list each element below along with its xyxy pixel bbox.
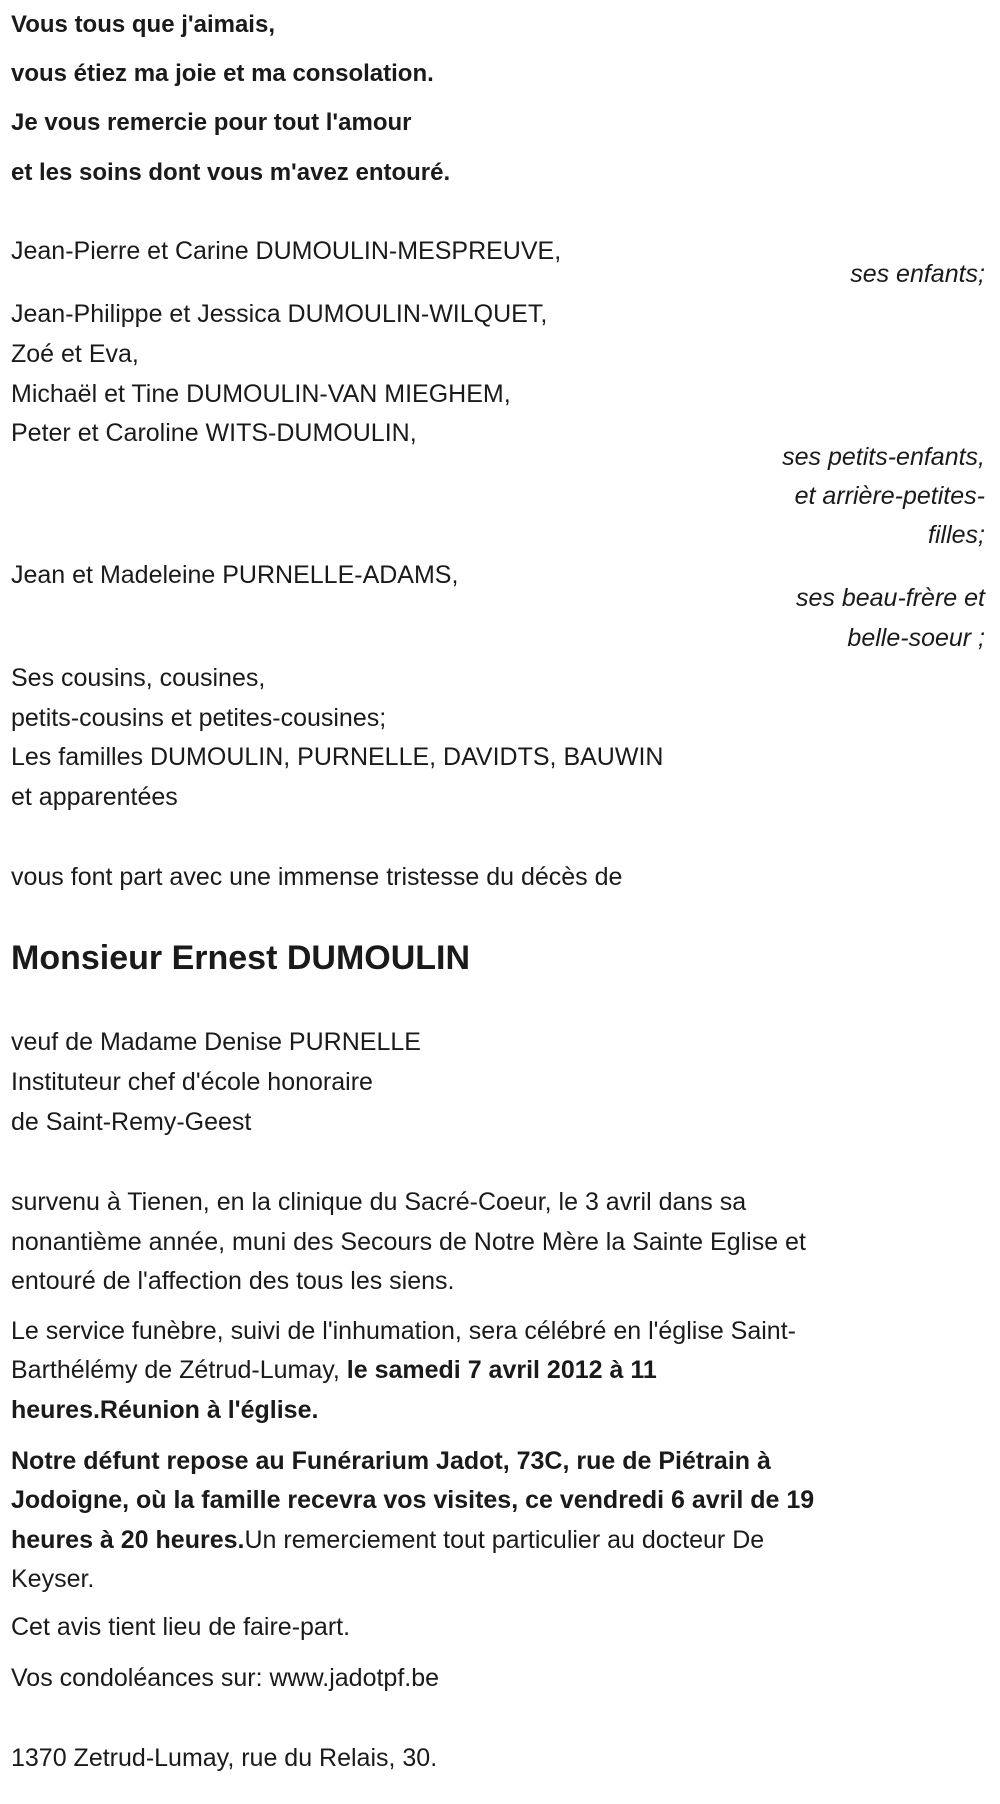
relatives-line: petits-cousins et petites-cousines; — [11, 704, 387, 732]
visit-text — [11, 1520, 764, 1560]
death-text: survenu à Tienen, en la clinique du Sacré-Coeur, le 3 avril dans sa — [11, 1188, 747, 1216]
visit-text: Notre défunt repose au Funérarium Jadot, 73C, rue de Piétrain à — [11, 1447, 771, 1475]
inlaws-names: Jean et Madeleine PURNELLE-ADAMS, — [11, 561, 459, 589]
service-time: heures.Réunion à l'église. — [11, 1396, 319, 1424]
poem-line: vous étiez ma joie et ma consolation. — [11, 60, 434, 87]
visit-text: Jodoigne, où la famille recevra vos visites, ce vendredi 6 avril de 19 — [11, 1486, 815, 1514]
condolences-text: Vos condoléances sur: www.jadotpf.be — [11, 1664, 440, 1692]
poem-line: Je vous remercie pour tout l'amour — [11, 109, 412, 136]
service-text: Le service funèbre, suivi de l'inhumation, sera célébré en l'église Saint- — [11, 1317, 796, 1345]
children-role: ses enfants; — [850, 260, 985, 288]
thanks-text: Keyser. — [11, 1565, 95, 1593]
grandchild-line: Zoé et Eva, — [11, 340, 139, 368]
service-text — [11, 1350, 657, 1390]
deceased-detail: Instituteur chef d'école honoraire — [11, 1068, 373, 1096]
relatives-line: Les familles DUMOULIN, PURNELLE, DAVIDTS, BAUWIN — [11, 743, 664, 771]
visit-hours: heures à 20 heures. — [11, 1526, 245, 1554]
deceased-name: Monsieur Ernest DUMOULIN — [11, 939, 471, 977]
notice-text: Cet avis tient lieu de faire-part. — [11, 1613, 351, 1641]
relatives-line: Ses cousins, cousines, — [11, 664, 266, 692]
relatives-line: et apparentées — [11, 783, 178, 811]
service-date: le samedi 7 avril 2012 à 11 — [346, 1356, 657, 1384]
grandchild-line: Peter et Caroline WITS-DUMOULIN, — [11, 419, 417, 447]
announcement: vous font part avec une immense tristesse du décès de — [11, 863, 623, 891]
deceased-detail: veuf de Madame Denise PURNELLE — [11, 1028, 421, 1056]
grandchild-line: Jean-Philippe et Jessica DUMOULIN-WILQUET, — [11, 300, 548, 328]
poem-line: Vous tous que j'aimais, — [11, 11, 275, 38]
inlaws-role: ses beau-frère et — [796, 584, 985, 612]
grandchildren-role: et arrière-petites- — [794, 482, 985, 510]
poem-line: et les soins dont vous m'avez entouré. — [11, 159, 451, 186]
inlaws-role: belle-soeur ; — [847, 624, 985, 652]
deceased-detail: de Saint-Remy-Geest — [11, 1108, 252, 1136]
grandchildren-role: filles; — [928, 521, 985, 549]
children-names: Jean-Pierre et Carine DUMOULIN-MESPREUVE, — [11, 237, 562, 265]
service-church: Barthélémy de Zétrud-Lumay, — [11, 1356, 347, 1384]
death-text: nonantième année, muni des Secours de Notre Mère la Sainte Eglise et — [11, 1228, 806, 1256]
thanks-text: Un remerciement tout particulier au docteur De — [244, 1526, 765, 1554]
address-text: 1370 Zetrud-Lumay, rue du Relais, 30. — [11, 1744, 438, 1772]
grandchildren-role: ses petits-enfants, — [782, 443, 985, 471]
death-text: entouré de l'affection des tous les siens. — [11, 1267, 455, 1295]
grandchild-line: Michaël et Tine DUMOULIN-VAN MIEGHEM, — [11, 380, 511, 408]
